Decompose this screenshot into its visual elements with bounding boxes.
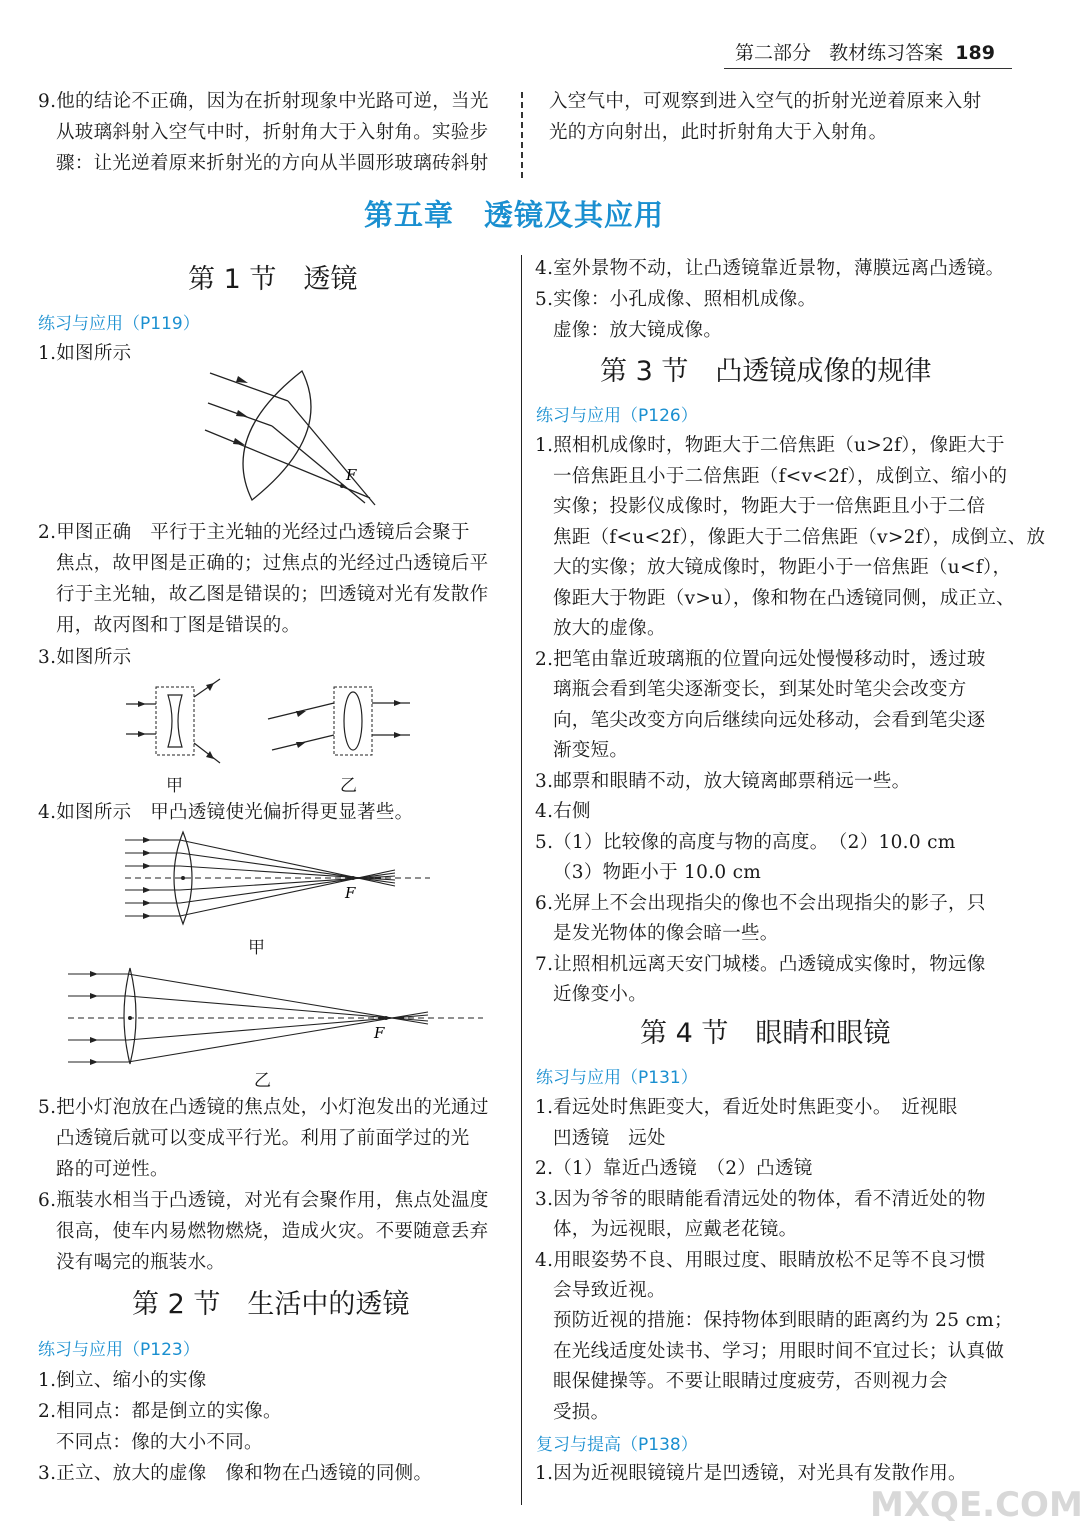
page-number: 189 xyxy=(955,42,995,64)
s3-line-19: 近像变小。 xyxy=(553,984,648,1005)
section-2-subtitle: 练习与应用（P123） xyxy=(38,1340,200,1360)
fig3a-ray-out-1 xyxy=(194,679,220,697)
s3-line-14: 5.（1）比较像的高度与物的高度。 （2）10.0 cm xyxy=(535,832,956,853)
concave-lens-shape xyxy=(168,695,182,747)
s4-line-4: 3.因为爷爷的眼睛能看清远处的物体，看不清近处的物 xyxy=(535,1189,986,1210)
s1-q3: 3.如图所示 xyxy=(38,647,132,668)
s1-q5-line-1: 5.把小灯泡放在凸透镜的焦点处，小灯泡发出的光通过 xyxy=(38,1097,489,1118)
fig4-caption-a: 甲 xyxy=(248,938,265,958)
fig4a-focus-label: F xyxy=(345,884,356,902)
s4-line-1: 1.看远处时焦距变大，看近处时焦距变小。 近视眼 xyxy=(535,1097,958,1118)
s1-q5-line-2: 凸透镜后就可以变成平行光。利用了前面学过的光 xyxy=(56,1128,470,1149)
arrow-head xyxy=(394,700,402,706)
fig3-box-a xyxy=(156,687,194,755)
top-column-divider xyxy=(521,92,523,178)
arrow-head xyxy=(138,701,146,707)
s4-line-2: 凹透镜 远处 xyxy=(553,1128,666,1149)
s3-line-7: 放大的虚像。 xyxy=(553,618,666,639)
s3-line-16: 6.光屏上不会出现指尖的像也不会出现指尖的影子，只 xyxy=(535,893,986,914)
s3-line-9: 璃瓶会看到笔尖逐渐变长，到某处时笔尖会改变方 xyxy=(553,679,967,700)
s4-line-6: 4.用眼姿势不良、用眼过度、眼睛放松不足等不良习惯 xyxy=(535,1250,986,1271)
s4-line-10: 眼保健操等。不要让眼睛过度疲劳，否则视力会 xyxy=(553,1371,948,1392)
watermark: MXQE.COM xyxy=(870,1485,1083,1525)
s3-line-8: 2.把笔由靠近玻璃瓶的位置向远处慢慢移动时，透过玻 xyxy=(535,649,986,670)
s1-q5-line-3: 路的可逆性。 xyxy=(56,1159,169,1180)
arrow-head xyxy=(394,732,402,738)
s3-line-13: 4.右侧 xyxy=(535,801,591,822)
s2-line-4: 3.正立、放大的虚像 像和物在凸透镜的同侧。 xyxy=(38,1463,433,1484)
section-3-subtitle: 练习与应用（P126） xyxy=(536,406,698,426)
review-subtitle: 复习与提高（P138） xyxy=(536,1435,698,1455)
s4-line-3: 2.（1）靠近凸透镜 （2）凸透镜 xyxy=(535,1158,813,1179)
s3-line-1: 1.照相机成像时，物距大于二倍焦距（u>2f），像距大于 xyxy=(535,435,1005,456)
s4-review-line-1: 1.因为近视眼镜镜片是凹透镜，对光具有发散作用。 xyxy=(535,1463,967,1484)
s3-line-17: 是发光物体的像会暗一些。 xyxy=(553,923,779,944)
convex-lens-shape-b xyxy=(344,692,362,750)
figure-4a-thick-convex-lens xyxy=(125,828,435,933)
focus-point xyxy=(351,876,355,880)
fig3-box-b xyxy=(334,687,372,755)
column-divider xyxy=(521,255,522,1505)
s1-q2-line-1: 2.甲图正确 平行于主光轴的光经过凸透镜后会聚于 xyxy=(38,522,470,543)
fig1-focus-label: F xyxy=(346,466,357,484)
fig3-caption-b: 乙 xyxy=(340,776,357,796)
header-title: 教材练习答案 xyxy=(829,42,944,64)
s3-line-6: 像距大于物距（v>u），像和物在凸透镜同侧，成正立、 xyxy=(553,588,1015,609)
s3-line-3: 实像；投影仪成像时，物距大于一倍焦距且小于二倍 xyxy=(553,496,986,517)
figure-4b-thin-convex-lens xyxy=(68,966,488,1066)
s1-q2-line-4: 用，故丙图和丁图是错误的。 xyxy=(56,615,301,636)
s2-right-line-3: 虚像：放大镜成像。 xyxy=(553,320,723,341)
header-part: 第二部分 xyxy=(735,42,812,64)
s2-line-1: 1.倒立、缩小的实像 xyxy=(38,1370,207,1391)
s1-q6-line-3: 没有喝完的瓶装水。 xyxy=(56,1252,226,1273)
s2-right-line-1: 4.室外景物不动，让凸透镜靠近景物，薄膜远离凸透镜。 xyxy=(535,258,1005,279)
section-4-title: 第 4 节 眼睛和眼镜 xyxy=(640,1018,891,1049)
section-4-subtitle: 练习与应用（P131） xyxy=(536,1068,698,1088)
s4-line-9: 在光线适度处读书、学习；用眼时间不宜过长；认真做 xyxy=(553,1341,1005,1362)
s1-q6-line-2: 很高，使车内易燃物燃烧，造成火灾。不要随意丢弃 xyxy=(56,1221,489,1242)
fig3a-ray-out-2 xyxy=(194,743,220,763)
header-rule xyxy=(724,68,1012,69)
q9-right-line-2: 光的方向射出，此时折射角大于入射角。 xyxy=(549,122,888,143)
ray-1-incident xyxy=(210,373,288,401)
s3-line-15: （3）物距小于 10.0 cm xyxy=(553,862,762,883)
optical-center xyxy=(128,1016,132,1020)
s3-line-2: 一倍焦距且小于二倍焦距（f<v<2f），成倒立、缩小的 xyxy=(553,466,1008,487)
optical-center xyxy=(181,876,185,880)
s3-line-10: 向，笔尖改变方向后继续向远处移动，会看到笔尖逐 xyxy=(553,710,986,731)
arrow-head xyxy=(296,742,306,748)
s1-q4: 4.如图所示 甲凸透镜使光偏折得更显著些。 xyxy=(38,802,414,823)
s3-line-11: 渐变短。 xyxy=(553,740,629,761)
s1-q1: 1.如图所示 xyxy=(38,343,132,364)
s1-q2-line-3: 行于主光轴，故乙图是错误的；凹透镜对光有发散作 xyxy=(56,584,489,605)
ray-1-refracted xyxy=(288,401,375,505)
focus-point xyxy=(340,484,344,488)
s4-line-5: 体，为远视眼，应戴老花镜。 xyxy=(553,1219,798,1240)
figure-3-lenses xyxy=(120,675,440,785)
arrow-head xyxy=(296,711,306,717)
section-3-title: 第 3 节 凸透镜成像的规律 xyxy=(600,356,932,387)
s1-q2-line-2: 焦点，故甲图是正确的；过焦点的光经过凸透镜后平 xyxy=(56,553,489,574)
s4-line-7: 会导致近视。 xyxy=(553,1280,666,1301)
q9-left-line-3: 骤：让光逆着原来折射光的方向从半圆形玻璃砖斜射 xyxy=(56,153,489,174)
s3-line-5: 大的实像；放大镜成像时，物距小于一倍焦距（u<f）， xyxy=(553,557,1012,578)
ray-3-central xyxy=(205,430,370,498)
s1-q6-line-1: 6.瓶装水相当于凸透镜，对光有会聚作用，焦点处温度 xyxy=(38,1190,489,1211)
arrow-head xyxy=(236,376,248,383)
s4-line-11: 受损。 xyxy=(553,1402,610,1423)
section-1-subtitle: 练习与应用（P119） xyxy=(38,314,200,334)
running-header xyxy=(735,38,995,68)
s2-right-line-2: 5.实像：小孔成像、照相机成像。 xyxy=(535,289,817,310)
arrow-head xyxy=(138,731,146,737)
s3-line-4: 焦距（f<u<2f），像距大于二倍焦距（v>2f），成倒立、放 xyxy=(553,527,1046,548)
s3-line-12: 3.邮票和眼睛不动，放大镜离邮票稍远一些。 xyxy=(535,771,911,792)
s2-line-3: 不同点：像的大小不同。 xyxy=(56,1432,263,1453)
focus-point xyxy=(384,1016,388,1020)
s4-line-8: 预防近视的措施：保持物体到眼睛的距离约为 25 cm； xyxy=(553,1310,1013,1331)
arrow-head xyxy=(206,683,214,691)
fig4b-focus-label: F xyxy=(374,1024,385,1042)
q9-right-line-1: 入空气中，可观察到进入空气的折射光逆着原来入射 xyxy=(549,91,982,112)
q9-left-line-2: 从玻璃斜射入空气中时，折射角大于入射角。实验步 xyxy=(56,122,489,143)
fig3-caption-a: 甲 xyxy=(166,776,183,796)
convex-lens-shape xyxy=(243,371,311,500)
section-1-title: 第 1 节 透镜 xyxy=(188,264,358,295)
chapter-title: 第五章 透镜及其应用 xyxy=(364,198,665,232)
arrow-head xyxy=(206,751,214,759)
arrow-head xyxy=(236,410,248,417)
s3-line-18: 7.让照相机远离天安门城楼。凸透镜成实像时，物远像 xyxy=(535,954,986,975)
s2-line-2: 2.相同点：都是倒立的实像。 xyxy=(38,1401,282,1422)
section-2-title: 第 2 节 生活中的透镜 xyxy=(132,1289,410,1320)
q9-left-line-1: 9.他的结论不正确，因为在折射现象中光路可逆，当光 xyxy=(38,91,489,112)
fig4-caption-b: 乙 xyxy=(254,1071,271,1091)
figure-1-convex-lens xyxy=(200,365,380,505)
arrow-head xyxy=(233,438,245,445)
